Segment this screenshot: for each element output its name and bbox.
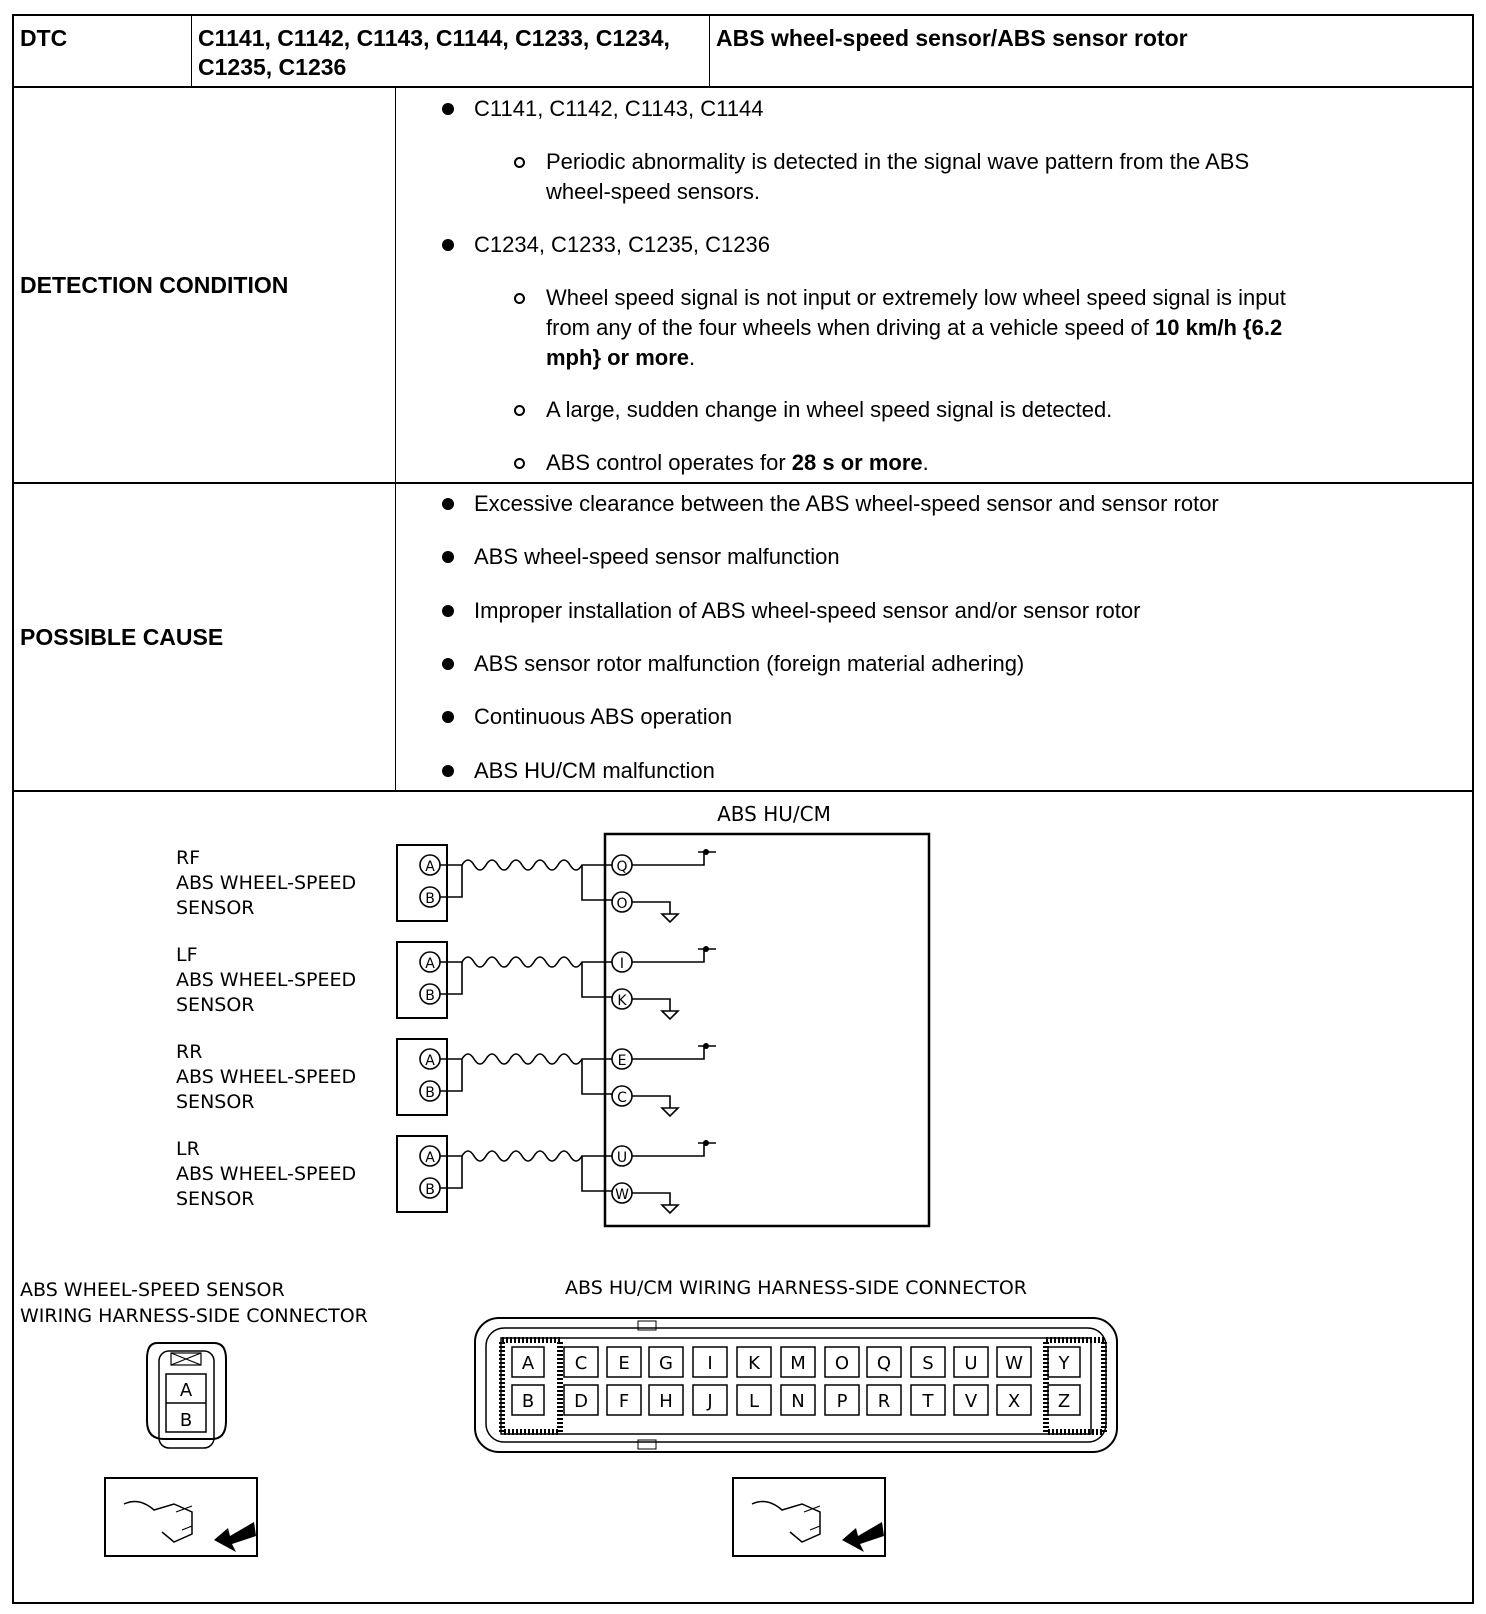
hu-pin2: O [616, 896, 628, 912]
detection-group1-codes: C1141, C1142, C1143, C1144 [474, 94, 763, 124]
dtc-label: DTC [14, 16, 192, 86]
hu-connector-pin: B [521, 1391, 535, 1412]
detection-group2-item2: A large, sudden change in wheel speed signal is detected. [546, 395, 1112, 425]
sensor-position: LR [176, 1138, 200, 1160]
dtc-codes-line2: C1235, C1236 [198, 54, 347, 80]
hu-connector-pin: R [877, 1391, 891, 1412]
ground-wire [582, 1059, 612, 1094]
power-symbol [632, 1143, 716, 1156]
hu-connector-pin: M [790, 1353, 806, 1374]
hu-connector-pin: G [659, 1353, 673, 1374]
detection-label: DETECTION CONDITION [14, 88, 396, 482]
sensor-pin-a: A [425, 1150, 435, 1166]
detection-period: . [689, 345, 696, 370]
hu-connector-pin: P [836, 1391, 848, 1412]
connector-view-icon-left [105, 1478, 257, 1556]
sensor-name-line1: ABS WHEEL-SPEED [176, 969, 357, 991]
sensor-pin-b: B [425, 891, 435, 907]
hu-connector-pin: S [922, 1353, 934, 1374]
power-symbol [632, 852, 716, 865]
sensor-connector-pin-b: B [179, 1410, 193, 1431]
cause-item: Excessive clearance between the ABS wheel-speed sensor and sensor rotor [474, 489, 1219, 519]
detection-group2-item1-line2 [546, 313, 1446, 343]
detection-speed-value-cont: mph} or more [546, 345, 690, 370]
hu-pin1: I [619, 956, 625, 972]
hu-connector-pin: Z [1057, 1391, 1071, 1412]
hu-connector-pin: U [964, 1353, 978, 1374]
sensor-pin-a: A [425, 859, 435, 875]
sensor-name-line1: ABS WHEEL-SPEED [176, 1163, 357, 1185]
dtc-document [12, 14, 1474, 1604]
sensor-connector-label-line2: WIRING HARNESS-SIDE CONNECTOR [20, 1305, 368, 1327]
sensor-wire [440, 1156, 462, 1188]
signal-wire [462, 957, 612, 967]
dtc-title: ABS wheel-speed sensor/ABS sensor rotor [716, 25, 1188, 51]
detection-group2-item1-line1: Wheel speed signal is not input or extremely low wheel speed signal is input [546, 285, 1286, 310]
cause-item: Continuous ABS operation [474, 702, 732, 732]
signal-wire [462, 1151, 612, 1161]
detection-group1-item1-line1: Periodic abnormality is detected in the signal wave pattern from the ABS [546, 149, 1250, 174]
hu-connector-pin: A [521, 1353, 535, 1374]
sensor-group [176, 845, 716, 922]
sensor-wire [440, 1059, 462, 1091]
hu-connector-pin: N [791, 1391, 805, 1412]
hu-connector-pin: H [659, 1391, 673, 1412]
hu-connector-pin: D [574, 1391, 588, 1412]
sensor-group [176, 942, 716, 1019]
ground-symbol [632, 999, 678, 1019]
connector-view-icon-right [733, 1478, 885, 1556]
detection-group1-item1 [546, 147, 1426, 207]
detection-group1-item1-line2: wheel-speed sensors. [546, 179, 761, 204]
hu-pin2: C [617, 1090, 627, 1106]
hu-pin1: Q [616, 859, 628, 875]
sensor-position: RF [176, 847, 201, 869]
detection-group2-item1-line3 [546, 343, 1446, 373]
sensor-wire [440, 865, 462, 897]
sensor-box [397, 1039, 447, 1115]
hu-connector-pin: X [1007, 1391, 1021, 1412]
hu-connector-pin: F [618, 1391, 630, 1412]
cause-item: ABS wheel-speed sensor malfunction [474, 542, 840, 572]
detection-group2-item3 [546, 448, 929, 478]
hu-connector-pin: E [618, 1353, 630, 1374]
sensor-name-line2: SENSOR [176, 1188, 255, 1210]
sensor-connector-pin-a: A [179, 1380, 193, 1401]
cause-label: POSSIBLE CAUSE [14, 484, 396, 790]
sensor-box [397, 942, 447, 1018]
sensor-pin-b: B [425, 988, 435, 1004]
sensor-connector [147, 1343, 226, 1448]
sensor-group [176, 1039, 716, 1116]
hu-connector-pin: C [574, 1353, 588, 1374]
dtc-codes [192, 16, 710, 86]
sensor-box [397, 845, 447, 921]
ground-symbol [632, 902, 678, 922]
sensor-position: LF [176, 944, 198, 966]
sensor-name-line2: SENSOR [176, 897, 255, 919]
sensor-name-line1: ABS WHEEL-SPEED [176, 1066, 357, 1088]
hu-connector-pin: T [922, 1391, 934, 1412]
cause-row [14, 484, 1472, 792]
power-symbol [632, 949, 716, 962]
hu-connector-pin: Y [1058, 1353, 1070, 1374]
cause-item: ABS sensor rotor malfunction (foreign material adhering) [474, 649, 1024, 679]
hu-connector-pin: J [707, 1391, 713, 1412]
hu-pin2: W [615, 1187, 629, 1203]
hu-pin1: U [616, 1150, 628, 1166]
detection-item3-period: . [922, 450, 929, 475]
detection-group2-item1-text: from any of the four wheels when driving at a vehicle speed of [546, 315, 1156, 340]
ground-wire [582, 865, 612, 900]
hu-connector-pin: Q [876, 1353, 892, 1374]
sensor-pin-b: B [425, 1182, 435, 1198]
cause-item: Improper installation of ABS wheel-speed sensor and/or sensor rotor [474, 596, 1140, 626]
detection-time-value: 28 s or more [791, 450, 923, 475]
sensor-wire [440, 962, 462, 994]
signal-wire [462, 860, 612, 870]
sensor-name-line2: SENSOR [176, 1091, 255, 1113]
detection-content [396, 88, 1472, 482]
module-box [605, 834, 929, 1226]
hu-connector-pin: K [748, 1353, 760, 1374]
sensor-box [397, 1136, 447, 1212]
hu-connector-pin: L [748, 1391, 760, 1412]
detection-item3-text: ABS control operates for [546, 450, 792, 475]
ground-wire [582, 1156, 612, 1191]
hu-connector-pins [512, 1347, 1080, 1415]
sensor-connector-label-line1: ABS WHEEL-SPEED SENSOR [20, 1279, 285, 1301]
detection-group2-item1 [546, 283, 1446, 373]
sensor-pin-b: B [425, 1085, 435, 1101]
hu-connector-pin: O [834, 1353, 850, 1374]
hu-connector-pin: V [964, 1391, 978, 1412]
ground-wire [582, 962, 612, 997]
sensor-name-line2: SENSOR [176, 994, 255, 1016]
sensor-position: RR [176, 1041, 203, 1063]
cause-item: ABS HU/CM malfunction [474, 756, 715, 786]
ground-symbol [632, 1096, 678, 1116]
ground-symbol [632, 1193, 678, 1213]
sensor-pin-a: A [425, 956, 435, 972]
detection-speed-value: 10 km/h {6.2 [1155, 315, 1283, 340]
sensor-groups [176, 845, 716, 1213]
power-symbol [632, 1046, 716, 1059]
dtc-codes-line1: C1141, C1142, C1143, C1144, C1233, C1234, [198, 25, 670, 51]
hu-pin1: E [617, 1053, 627, 1069]
detection-group2-codes: C1234, C1233, C1235, C1236 [474, 230, 770, 260]
hu-connector-pin: I [707, 1353, 713, 1374]
hu-connector-label: ABS HU/CM WIRING HARNESS-SIDE CONNECTOR [565, 1277, 1027, 1299]
cause-content [396, 484, 1472, 790]
signal-wire [462, 1054, 612, 1064]
sensor-name-line1: ABS WHEEL-SPEED [176, 872, 357, 894]
sensor-pin-a: A [425, 1053, 435, 1069]
header-row [14, 16, 1472, 88]
hu-connector-pin: W [1005, 1353, 1023, 1374]
module-label: ABS HU/CM [717, 802, 831, 826]
sensor-group [176, 1136, 716, 1213]
hu-pin2: K [617, 993, 627, 1009]
hu-connector [475, 1318, 1117, 1452]
wiring-diagram [14, 792, 1472, 1602]
detection-row [14, 88, 1472, 484]
